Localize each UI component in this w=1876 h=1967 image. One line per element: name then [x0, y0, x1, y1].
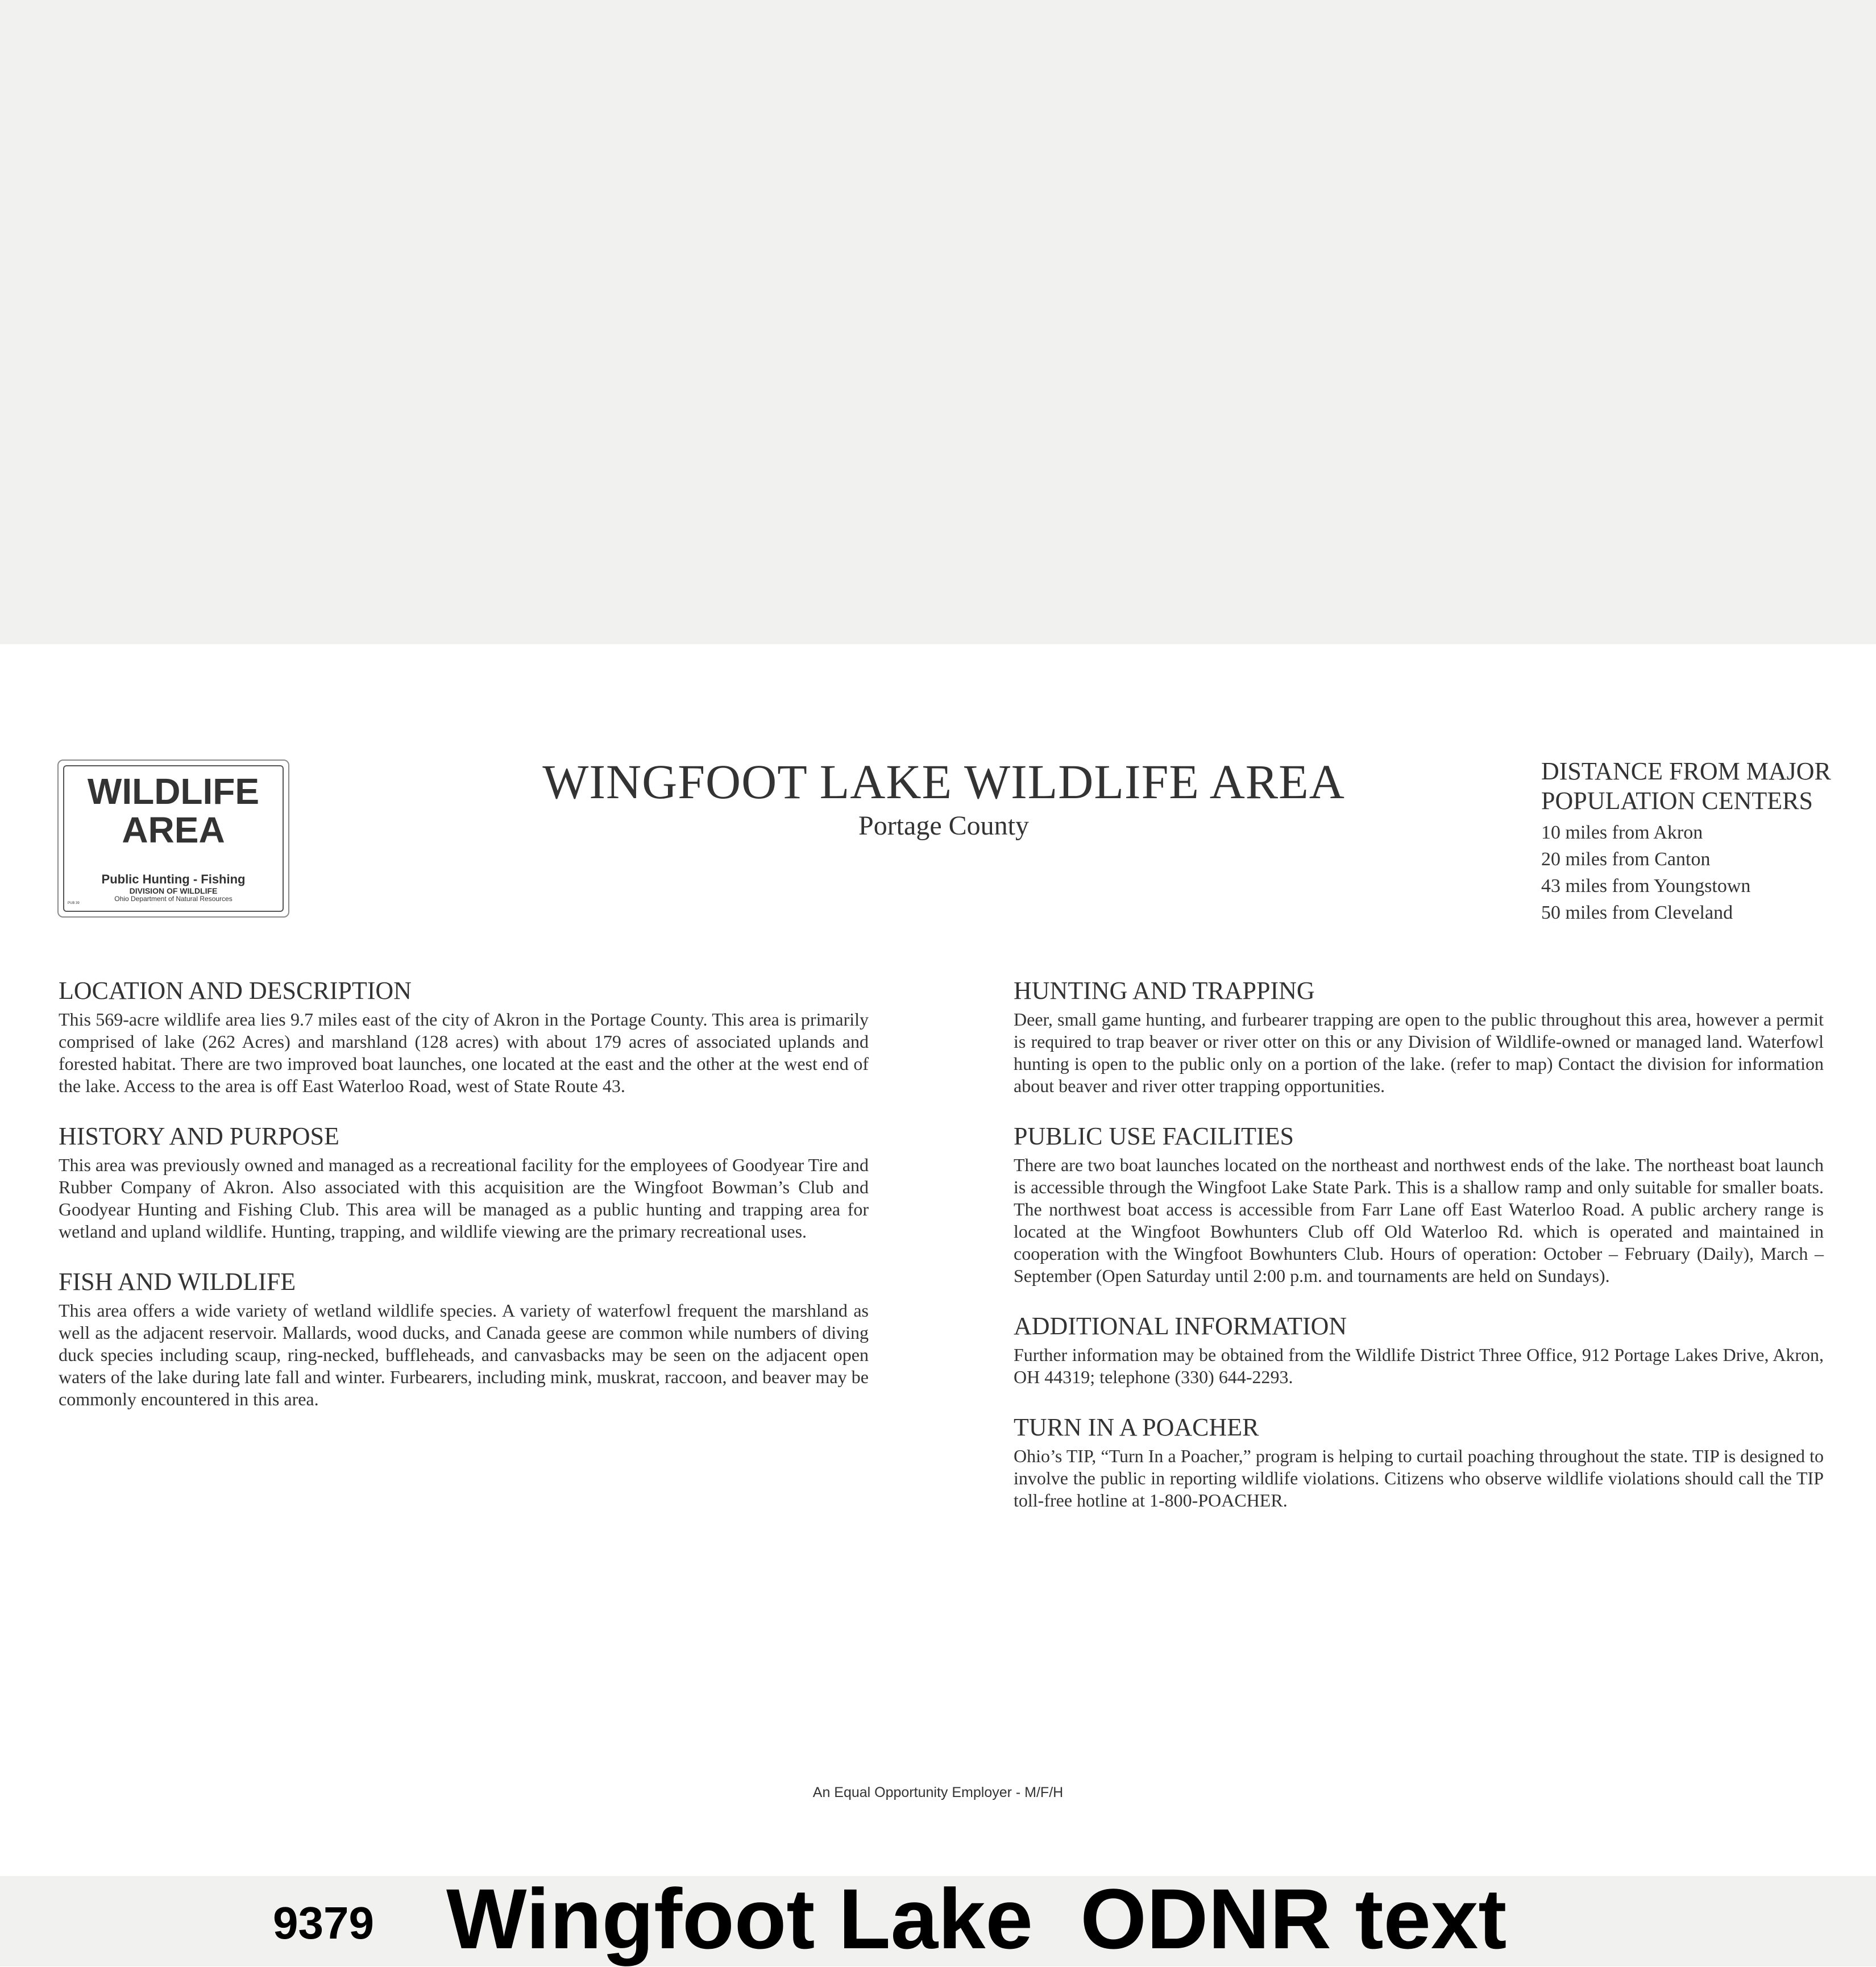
distance-item: 43 miles from Youngstown — [1541, 875, 1751, 897]
section-heading: HUNTING AND TRAPPING — [1014, 977, 1315, 1005]
section-heading: ADDITIONAL INFORMATION — [1014, 1312, 1347, 1340]
header — [512, 753, 1376, 842]
sign-department: Ohio Department of Natural Resources — [114, 895, 233, 903]
sign-title-line2: AREA — [122, 810, 225, 850]
section-body: This area offers a wide variety of wetland wildlife species. A variety of waterfowl frequent the marshland as well as the adjacent reservoir. Mallards, wood ducks, and Canada geese are common while numbers of diving duck species including scaup, ring-necked, buffleheads, and canvasbacks may be seen on the adjacent open waters of the lake during late fall and winter. Furbearers, including mink, muskrat, raccoon, and beaver may be commonly encountered in this area. — [59, 1300, 869, 1409]
section-heading: LOCATION AND DESCRIPTION — [59, 977, 412, 1005]
section-location-description — [59, 976, 869, 1097]
section-heading: FISH AND WILDLIFE — [59, 1268, 296, 1296]
section-body: Further information may be obtained from the Wildlife District Three Office, 912 Portage Lakes Drive, Akron, OH 44319; telephone (330) 644-2293. — [1014, 1344, 1824, 1387]
section-history-purpose — [59, 1121, 869, 1243]
section-body: Ohio’s TIP, “Turn In a Poacher,” program is helping to curtail poaching throughout the state. TIP is designed to involve the public in reporting wildlife violations. Citizens who observe wildlife violations should call the TIP toll-free hotline at 1-800-POACHER. — [1014, 1446, 1824, 1510]
section-public-use-facilities — [1014, 1121, 1824, 1287]
sign-title-line1: WILDLIFE — [87, 771, 260, 812]
distance-heading-line2: POPULATION CENTERS — [1541, 787, 1813, 815]
sign-subtitle: Public Hunting - Fishing — [101, 872, 246, 886]
section-additional-information — [1014, 1311, 1824, 1388]
right-column — [1014, 976, 1824, 1536]
section-body: There are two boat launches located on the northeast and northwest ends of the lake. The northeast boat launch is accessible through the Wingfoot Lake State Park. This is a shallow ramp and only suitable for smaller boats. The northwest boat access is accessible from Farr Lane off East Waterloo Road. A public archery range is located at the Wingfoot Bowhunters Club off Old Waterloo Rd. which is operated and maintained in cooperation with the Wingfoot Bowhunters Club. Hours of operation: October – February (Daily), March – September (Open Saturday until 2:00 p.m. and tournaments are held on Sundays). — [1014, 1155, 1824, 1286]
distance-heading — [1541, 757, 1860, 816]
distance-heading-line1: DISTANCE FROM MAJOR — [1541, 757, 1831, 785]
left-column — [59, 976, 869, 1434]
section-heading: TURN IN A POACHER — [1014, 1413, 1259, 1441]
distance-item: 50 miles from Cleveland — [1541, 902, 1733, 923]
section-hunting-trapping — [1014, 976, 1824, 1097]
distance-item: 10 miles from Akron — [1541, 822, 1703, 843]
distance-list — [1541, 819, 1860, 926]
equal-opportunity-notice: An Equal Opportunity Employer - M/F/H — [812, 1785, 1064, 1800]
footer-number: 9379 — [273, 1898, 374, 1948]
section-heading: HISTORY AND PURPOSE — [59, 1122, 339, 1150]
page-title: WINGFOOT LAKE WILDLIFE AREA — [542, 754, 1345, 809]
section-body: This 569-acre wildlife area lies 9.7 miles east of the city of Akron in the Portage County. This area is primarily comprised of lake (262 Acres) and marshland (128 acres) with about 179 acres of associated uplands and forested habitat. There are two improved boat launches, one located at the east and the other at the west end of the lake. Access to the area is off East Waterloo Road, west of State Route 43. — [59, 1009, 869, 1096]
section-fish-wildlife — [59, 1267, 869, 1410]
distance-panel — [1541, 757, 1860, 926]
section-heading: PUBLIC USE FACILITIES — [1014, 1122, 1294, 1150]
wildlife-area-sign-logo — [57, 760, 289, 918]
sign-division: DIVISION OF WILDLIFE — [129, 886, 218, 895]
section-turn-in-a-poacher — [1014, 1412, 1824, 1512]
section-body: Deer, small game hunting, and furbearer trapping are open to the public throughout this area, however a permit is required to trap beaver or river otter on this or any Division of Wildlife-owned or managed land. Waterfowl hunting is open to the public only on a portion of the lake. (refer to map) Contact the division for information about beaver and river otter trapping opportunities. — [1014, 1009, 1824, 1096]
footer-label: Wingfoot Lake ODNR text — [446, 1871, 1507, 1966]
sign-title — [59, 772, 288, 849]
distance-item: 20 miles from Canton — [1541, 849, 1711, 870]
sign-code: PUB 39 — [68, 902, 80, 905]
section-body: This area was previously owned and managed as a recreational facility for the employees of Goodyear Tire and Rubber Company of Akron. Also associated with this acquisition are the Wingfoot Bowman’s Club and Goodyear Hunting and Fishing Club. This area will be managed as a public hunting and trapping area for wetland and upland wildlife. Hunting, trapping, and wildlife viewing are the primary recreational uses. — [59, 1155, 869, 1242]
county-subtitle: Portage County — [858, 811, 1029, 841]
blank-map-area — [0, 0, 1876, 644]
